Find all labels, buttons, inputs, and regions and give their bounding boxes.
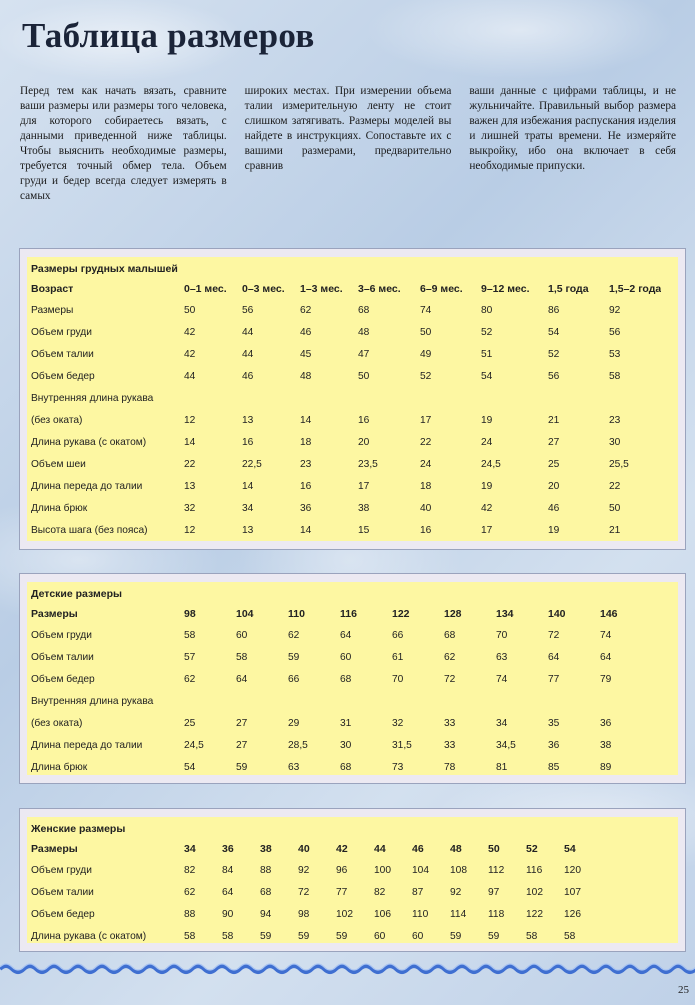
value-cell: 15: [358, 524, 370, 536]
value-cell: 22,5: [242, 458, 262, 470]
value-cell: 19: [481, 414, 493, 426]
value-cell: 32: [392, 717, 404, 729]
value-cell: 18: [300, 436, 312, 448]
value-cell: 34,5: [496, 739, 516, 751]
row-label-cell: Объем груди: [31, 326, 92, 338]
table-row: [31, 646, 618, 668]
row-label-cell: Длина рукава (с окатом): [31, 436, 147, 448]
table-row: [31, 365, 661, 387]
value-cell: 21: [548, 414, 560, 426]
value-cell: 19: [548, 524, 560, 536]
value-cell: 81: [496, 761, 508, 773]
value-cell: 38: [358, 502, 370, 514]
value-cell: 89: [600, 761, 612, 773]
table-header-row: [31, 838, 581, 859]
children-sizes-panel: [19, 573, 686, 784]
table-row: [31, 387, 661, 409]
header-cell: 0–3 мес.: [242, 282, 285, 295]
value-cell: 22: [420, 436, 432, 448]
header-cell: 54: [564, 842, 576, 855]
table-row: [31, 299, 661, 321]
value-cell: 58: [526, 930, 538, 942]
value-cell: 25: [184, 717, 196, 729]
value-cell: 63: [288, 761, 300, 773]
value-cell: 58: [184, 629, 196, 641]
women-sizes-table: [31, 819, 581, 947]
table-row: [31, 409, 661, 431]
value-cell: 14: [184, 436, 196, 448]
children-sizes-table: [31, 584, 618, 778]
value-cell: 24: [481, 436, 493, 448]
value-cell: 20: [548, 480, 560, 492]
value-cell: 23: [300, 458, 312, 470]
value-cell: 114: [450, 908, 467, 920]
value-cell: 110: [412, 908, 429, 920]
value-cell: 31,5: [392, 739, 412, 751]
value-cell: 68: [260, 886, 272, 898]
row-label-cell: Объем груди: [31, 864, 92, 876]
value-cell: 13: [242, 414, 254, 426]
row-label-cell: Внутренняя длина рукава: [31, 392, 154, 404]
value-cell: 70: [392, 673, 404, 685]
row-label-cell: Объем талии: [31, 348, 94, 360]
table-section-title: Детские размеры: [31, 587, 122, 600]
row-label-cell: Длина переда до талии: [31, 480, 143, 492]
table-section-title: Размеры грудных малышей: [31, 262, 178, 275]
row-label-cell: Объем груди: [31, 629, 92, 641]
table-section-title-row: [31, 819, 581, 838]
value-cell: 68: [358, 304, 370, 316]
value-cell: 14: [300, 524, 312, 536]
value-cell: 61: [392, 651, 404, 663]
value-cell: 27: [236, 739, 248, 751]
value-cell: 16: [420, 524, 432, 536]
header-cell: 146: [600, 607, 618, 620]
value-cell: 36: [600, 717, 612, 729]
value-cell: 77: [548, 673, 560, 685]
header-cell: 110: [288, 607, 305, 620]
value-cell: 40: [420, 502, 432, 514]
table-row: [31, 453, 661, 475]
value-cell: 22: [184, 458, 196, 470]
table-row: [31, 903, 581, 925]
value-cell: 54: [481, 370, 493, 382]
table-section-title-row: [31, 259, 661, 278]
value-cell: 46: [242, 370, 254, 382]
value-cell: 80: [481, 304, 493, 316]
value-cell: 52: [420, 370, 432, 382]
value-cell: 30: [340, 739, 352, 751]
table-row: [31, 668, 618, 690]
value-cell: 50: [609, 502, 621, 514]
value-cell: 66: [392, 629, 404, 641]
value-cell: 97: [488, 886, 500, 898]
value-cell: 59: [336, 930, 348, 942]
value-cell: 77: [336, 886, 348, 898]
value-cell: 52: [481, 326, 493, 338]
header-cell: 0–1 мес.: [184, 282, 227, 295]
header-cell: 134: [496, 607, 514, 620]
value-cell: 98: [298, 908, 310, 920]
row-label-cell: Объем бедер: [31, 673, 95, 685]
table-row: [31, 343, 661, 365]
value-cell: 88: [184, 908, 196, 920]
value-cell: 32: [184, 502, 196, 514]
header-label-cell: Возраст: [31, 282, 74, 295]
header-cell: 34: [184, 842, 196, 855]
value-cell: 64: [548, 651, 560, 663]
baby-sizes-table: [31, 259, 661, 541]
value-cell: 102: [336, 908, 353, 920]
value-cell: 122: [526, 908, 543, 920]
table-row: [31, 712, 618, 734]
header-cell: 38: [260, 842, 272, 855]
value-cell: 106: [374, 908, 391, 920]
value-cell: 68: [444, 629, 456, 641]
header-cell: 1,5–2 года: [609, 282, 662, 295]
value-cell: 59: [450, 930, 462, 942]
header-cell: 46: [412, 842, 424, 855]
value-cell: 107: [564, 886, 581, 898]
value-cell: 126: [564, 908, 581, 920]
intro-column-1: Перед тем как начать вязать, сравните ваши размеры или размеры того человека, для которого собираетесь вязать, с данными приведенной ниже таблицы. Чтобы выяснить необходимые размеры, требуется точный обмер тела. Объем груди и бедер всегда следует измерять в самых: [20, 85, 227, 202]
value-cell: 120: [564, 864, 581, 876]
women-sizes-panel: [19, 808, 686, 952]
value-cell: 59: [288, 651, 300, 663]
value-cell: 12: [184, 414, 196, 426]
row-label-cell: Внутренняя длина рукава: [31, 695, 154, 707]
header-cell: 40: [298, 842, 310, 855]
value-cell: 62: [184, 673, 196, 685]
row-label-cell: Объем бедер: [31, 370, 95, 382]
value-cell: 24,5: [481, 458, 501, 470]
value-cell: 48: [300, 370, 312, 382]
wave-border: [0, 962, 695, 976]
value-cell: 104: [412, 864, 429, 876]
women-sizes-panel-inner: [27, 817, 678, 943]
value-cell: 57: [184, 651, 196, 663]
row-label-cell: Объем талии: [31, 886, 94, 898]
value-cell: 79: [600, 673, 612, 685]
value-cell: 42: [184, 348, 196, 360]
value-cell: 30: [609, 436, 621, 448]
value-cell: 13: [242, 524, 254, 536]
value-cell: 112: [488, 864, 505, 876]
value-cell: 84: [222, 864, 234, 876]
table-row: [31, 321, 661, 343]
header-label-cell: Размеры: [31, 607, 78, 620]
intro-text: [20, 84, 677, 202]
header-cell: 6–9 мес.: [420, 282, 463, 295]
value-cell: 46: [300, 326, 312, 338]
value-cell: 17: [420, 414, 432, 426]
row-label-cell: Длина рукава (с окатом): [31, 930, 147, 942]
header-cell: 122: [392, 607, 410, 620]
intro-column-3: ваши данные с цифрами таблицы, и не жульничайте. Правильный выбор размера важен для избежания распускания изделия и лишней траты времени. Не измеряйте выкройку, ибо она включает в себя необходимые припуски.: [469, 85, 677, 172]
value-cell: 68: [340, 673, 352, 685]
header-cell: 50: [488, 842, 500, 855]
value-cell: 56: [609, 326, 621, 338]
value-cell: 17: [358, 480, 370, 492]
row-label-cell: Объем бедер: [31, 908, 95, 920]
value-cell: 94: [260, 908, 272, 920]
header-label-cell: Размеры: [31, 842, 78, 855]
value-cell: 60: [236, 629, 248, 641]
value-cell: 31: [340, 717, 352, 729]
value-cell: 58: [236, 651, 248, 663]
table-row: [31, 881, 581, 903]
value-cell: 62: [288, 629, 300, 641]
baby-sizes-panel: [19, 248, 686, 550]
value-cell: 96: [336, 864, 348, 876]
page-number: 25: [678, 984, 689, 996]
value-cell: 13: [184, 480, 196, 492]
value-cell: 16: [300, 480, 312, 492]
value-cell: 24: [420, 458, 432, 470]
value-cell: 73: [392, 761, 404, 773]
value-cell: 64: [340, 629, 352, 641]
value-cell: 44: [242, 348, 254, 360]
value-cell: 64: [222, 886, 234, 898]
value-cell: 58: [222, 930, 234, 942]
value-cell: 50: [358, 370, 370, 382]
table-row: [31, 624, 618, 646]
header-cell: 3–6 мес.: [358, 282, 401, 295]
value-cell: 92: [609, 304, 621, 316]
value-cell: 116: [526, 864, 543, 876]
value-cell: 92: [298, 864, 310, 876]
value-cell: 64: [600, 651, 612, 663]
header-cell: 9–12 мес.: [481, 282, 530, 295]
value-cell: 68: [340, 761, 352, 773]
value-cell: 27: [236, 717, 248, 729]
value-cell: 34: [242, 502, 254, 514]
header-cell: 98: [184, 607, 196, 620]
value-cell: 100: [374, 864, 391, 876]
page-title: Таблица размеров: [22, 16, 315, 55]
value-cell: 50: [184, 304, 196, 316]
value-cell: 85: [548, 761, 560, 773]
value-cell: 52: [548, 348, 560, 360]
value-cell: 70: [496, 629, 508, 641]
value-cell: 90: [222, 908, 234, 920]
value-cell: 45: [300, 348, 312, 360]
value-cell: 51: [481, 348, 493, 360]
value-cell: 14: [242, 480, 254, 492]
header-cell: 48: [450, 842, 462, 855]
value-cell: 60: [374, 930, 386, 942]
baby-sizes-panel-inner: [27, 257, 678, 541]
row-label-cell: (без оката): [31, 717, 83, 729]
value-cell: 18: [420, 480, 432, 492]
value-cell: 16: [242, 436, 254, 448]
table-row: [31, 497, 661, 519]
value-cell: 72: [444, 673, 456, 685]
table-row: [31, 734, 618, 756]
value-cell: 27: [548, 436, 560, 448]
table-header-row: [31, 278, 661, 299]
value-cell: 14: [300, 414, 312, 426]
table-section-title-row: [31, 584, 618, 603]
value-cell: 35: [548, 717, 560, 729]
value-cell: 24,5: [184, 739, 204, 751]
value-cell: 58: [184, 930, 196, 942]
header-cell: 1–3 мес.: [300, 282, 343, 295]
intro-column-2: широких местах. При измерении объема талии измерительную ленту не стоит слишком затягивать. Размеры моделей вы найдете в инструкциях. Сопоставьте их с вашими размерами, предварительно сравнив: [244, 85, 452, 172]
value-cell: 63: [496, 651, 508, 663]
value-cell: 59: [488, 930, 500, 942]
value-cell: 44: [184, 370, 196, 382]
header-cell: 52: [526, 842, 538, 855]
header-cell: 42: [336, 842, 348, 855]
value-cell: 74: [600, 629, 612, 641]
value-cell: 72: [298, 886, 310, 898]
table-section-title: Женские размеры: [31, 822, 126, 835]
value-cell: 28,5: [288, 739, 308, 751]
value-cell: 118: [488, 908, 505, 920]
value-cell: 72: [548, 629, 560, 641]
header-cell: 1,5 года: [548, 282, 589, 295]
value-cell: 88: [260, 864, 272, 876]
value-cell: 59: [298, 930, 310, 942]
value-cell: 17: [481, 524, 493, 536]
table-row: [31, 690, 618, 712]
value-cell: 38: [600, 739, 612, 751]
value-cell: 36: [300, 502, 312, 514]
value-cell: 47: [358, 348, 370, 360]
value-cell: 50: [420, 326, 432, 338]
value-cell: 25: [548, 458, 560, 470]
value-cell: 12: [184, 524, 196, 536]
value-cell: 74: [420, 304, 432, 316]
value-cell: 56: [548, 370, 560, 382]
row-label-cell: Объем талии: [31, 651, 94, 663]
value-cell: 78: [444, 761, 456, 773]
value-cell: 62: [184, 886, 196, 898]
row-label-cell: Длина переда до талии: [31, 739, 143, 751]
value-cell: 54: [184, 761, 196, 773]
value-cell: 53: [609, 348, 621, 360]
value-cell: 86: [548, 304, 560, 316]
value-cell: 22: [609, 480, 621, 492]
value-cell: 62: [444, 651, 456, 663]
value-cell: 54: [548, 326, 560, 338]
value-cell: 46: [548, 502, 560, 514]
value-cell: 92: [450, 886, 462, 898]
value-cell: 16: [358, 414, 370, 426]
header-cell: 128: [444, 607, 462, 620]
value-cell: 21: [609, 524, 621, 536]
table-row: [31, 431, 661, 453]
row-label-cell: Длина брюк: [31, 761, 88, 773]
table-row: [31, 756, 618, 778]
value-cell: 59: [236, 761, 248, 773]
value-cell: 58: [564, 930, 576, 942]
table-header-row: [31, 603, 618, 624]
value-cell: 42: [184, 326, 196, 338]
header-cell: 104: [236, 607, 254, 620]
value-cell: 33: [444, 739, 456, 751]
value-cell: 19: [481, 480, 493, 492]
value-cell: 20: [358, 436, 370, 448]
table-row: [31, 925, 581, 947]
value-cell: 60: [412, 930, 424, 942]
table-row: [31, 475, 661, 497]
children-sizes-panel-inner: [27, 582, 678, 775]
table-row: [31, 859, 581, 881]
value-cell: 82: [374, 886, 386, 898]
header-cell: 116: [340, 607, 357, 620]
value-cell: 74: [496, 673, 508, 685]
value-cell: 87: [412, 886, 424, 898]
value-cell: 29: [288, 717, 300, 729]
row-label-cell: (без оката): [31, 414, 83, 426]
value-cell: 44: [242, 326, 254, 338]
value-cell: 59: [260, 930, 272, 942]
row-label-cell: Объем шеи: [31, 458, 86, 470]
value-cell: 42: [481, 502, 493, 514]
value-cell: 23,5: [358, 458, 378, 470]
value-cell: 25,5: [609, 458, 629, 470]
table-row: [31, 519, 661, 541]
value-cell: 62: [300, 304, 312, 316]
value-cell: 64: [236, 673, 248, 685]
value-cell: 33: [444, 717, 456, 729]
value-cell: 23: [609, 414, 621, 426]
row-label-cell: Длина брюк: [31, 502, 88, 514]
value-cell: 66: [288, 673, 300, 685]
header-cell: 44: [374, 842, 386, 855]
value-cell: 82: [184, 864, 196, 876]
value-cell: 49: [420, 348, 432, 360]
header-cell: 36: [222, 842, 234, 855]
value-cell: 36: [548, 739, 560, 751]
row-label-cell: Высота шага (без пояса): [31, 524, 148, 536]
value-cell: 58: [609, 370, 621, 382]
row-label-cell: Размеры: [31, 304, 74, 316]
value-cell: 60: [340, 651, 352, 663]
value-cell: 108: [450, 864, 467, 876]
value-cell: 56: [242, 304, 254, 316]
value-cell: 48: [358, 326, 370, 338]
value-cell: 102: [526, 886, 543, 898]
value-cell: 34: [496, 717, 508, 729]
header-cell: 140: [548, 607, 566, 620]
